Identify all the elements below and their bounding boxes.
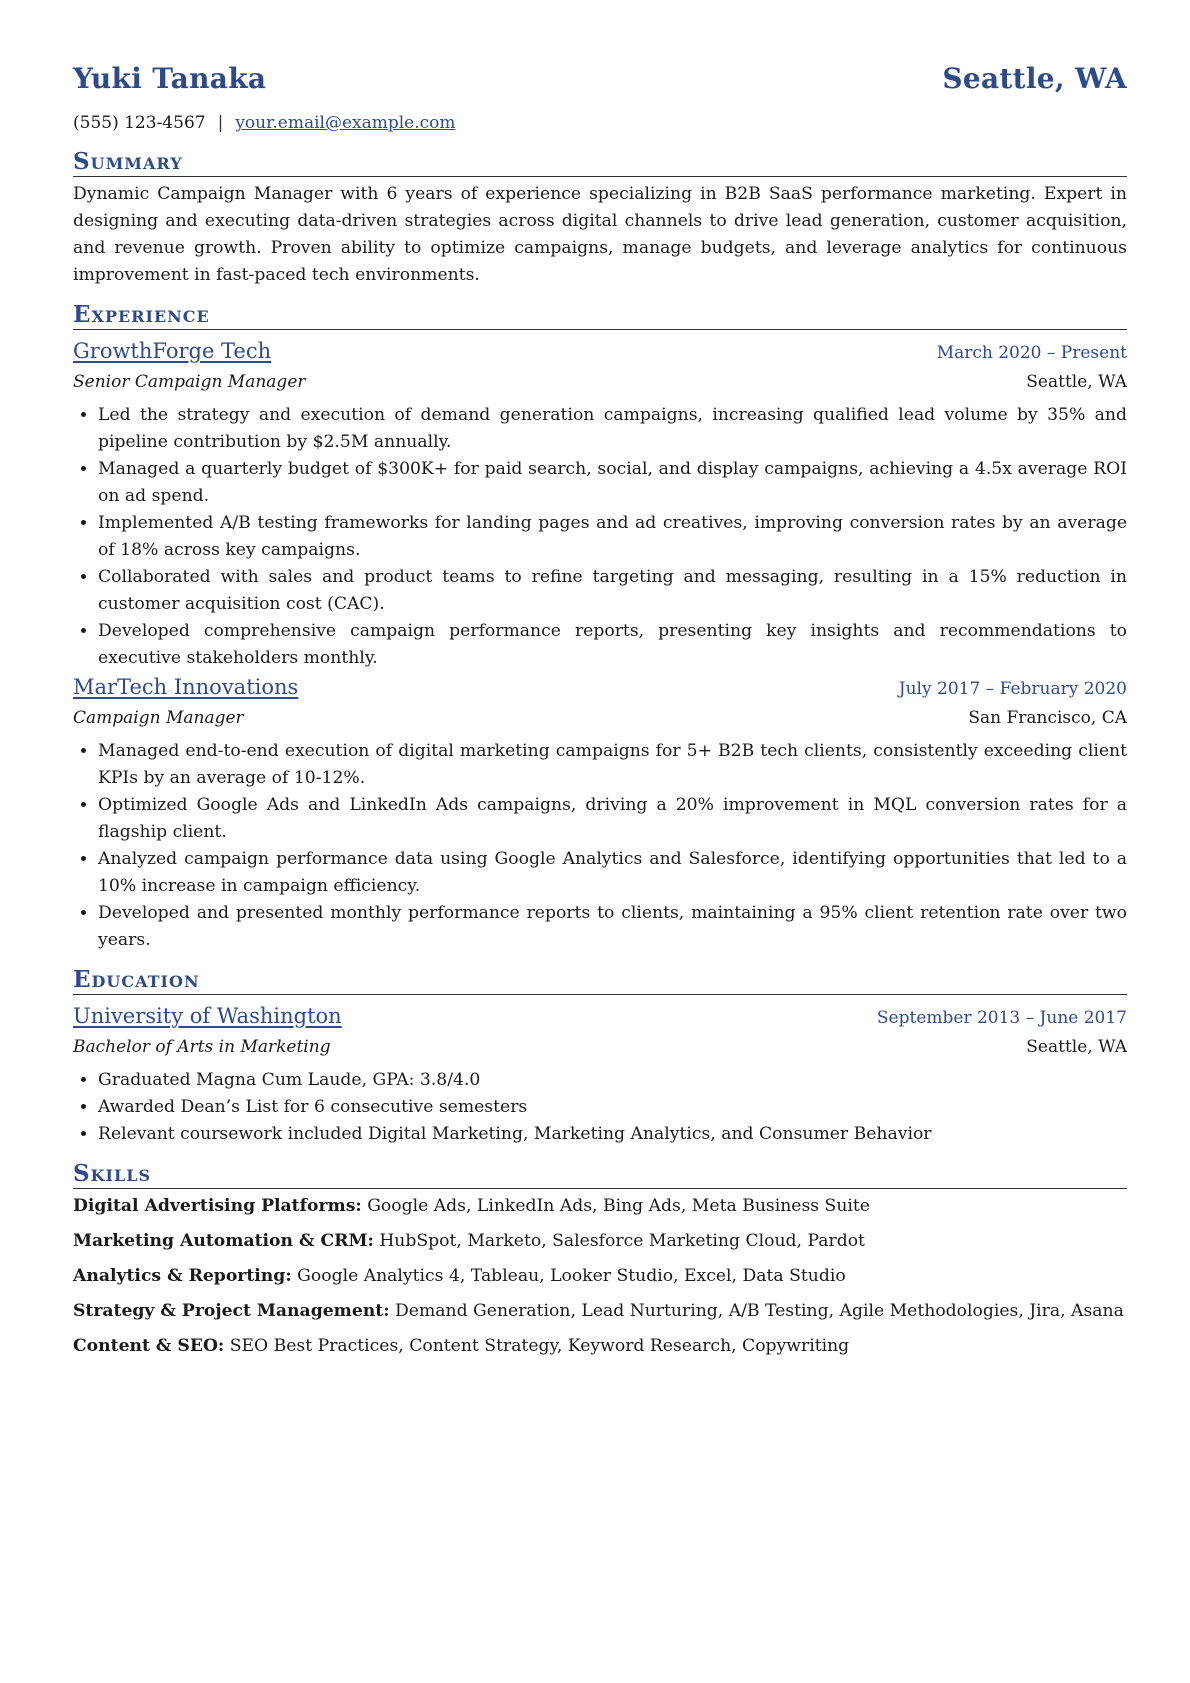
list-item: • Graduated Magna Cum Laude, GPA: 3.8/4.0	[98, 1067, 1127, 1094]
list-item: • Developed comprehensive campaign performance reports, presenting key insights and recommendations to executive stakeholders monthly.	[98, 618, 1127, 672]
bullet-list	[73, 402, 1127, 672]
skill-line	[73, 1228, 1127, 1255]
resume-header	[73, 62, 1127, 102]
school-location: Seattle, WA	[1026, 1037, 1127, 1057]
phone-number: (555) 123-4567	[73, 113, 206, 133]
list-item: • Led the strategy and execution of demand generation campaigns, increasing qualified lead volume by 35% and pipeline contribution by $2.5M annually.	[98, 402, 1127, 456]
skill-values: HubSpot, Marketo, Salesforce Marketing Cloud, Pardot	[379, 1231, 865, 1251]
resume-page	[73, 62, 1127, 1368]
skill-category: Digital Advertising Platforms:	[73, 1196, 362, 1216]
skill-line	[73, 1263, 1127, 1290]
skill-values: Google Analytics 4, Tableau, Looker Studio, Excel, Data Studio	[297, 1266, 846, 1286]
list-item: • Awarded Dean’s List for 6 consecutive semesters	[98, 1094, 1127, 1121]
skill-values: Google Ads, LinkedIn Ads, Bing Ads, Meta Business Suite	[367, 1196, 870, 1216]
skill-category: Marketing Automation & CRM:	[73, 1231, 374, 1251]
skill-category: Analytics & Reporting:	[73, 1266, 292, 1286]
list-item: • Implemented A/B testing frameworks for landing pages and ad creatives, improving conversion rates by an average of 18% across key campaigns.	[98, 510, 1127, 564]
list-item: • Developed and presented monthly performance reports to clients, maintaining a 95% client retention rate over two years.	[98, 900, 1127, 954]
employer-name[interactable]: MarTech Innovations	[73, 675, 299, 699]
skill-values: SEO Best Practices, Content Strategy, Keyword Research, Copywriting	[229, 1336, 850, 1356]
list-item: • Managed a quarterly budget of $300K+ for paid search, social, and display campaigns, achieving a 4.5x average ROI on ad spend.	[98, 456, 1127, 510]
section-title-skills: Skills	[73, 1160, 1127, 1189]
summary-text: Dynamic Campaign Manager with 6 years of experience specializing in B2B SaaS performance marketing. Expert in designing and executing data-driven strategies across digital channels to drive lead generation, customer acquisition, and revenue growth. Proven ability to optimize campaigns, manage budgets, and leverage analytics for continuous improvement in fast-paced tech environments.	[73, 184, 1127, 285]
skill-line	[73, 1298, 1127, 1325]
degree-title: Bachelor of Arts in Marketing	[73, 1037, 331, 1057]
skills-list	[73, 1193, 1127, 1360]
list-item: • Relevant coursework included Digital Marketing, Marketing Analytics, and Consumer Behavior	[98, 1121, 1127, 1148]
section-title-education: Education	[73, 966, 1127, 995]
job-title: Senior Campaign Manager	[73, 372, 306, 392]
candidate-location: Seattle, WA	[942, 62, 1127, 95]
list-item: • Managed end-to-end execution of digital marketing campaigns for 5+ B2B tech clients, consistently exceeding client KPIs by an average of 10-12%.	[98, 738, 1127, 792]
bullet-list	[73, 738, 1127, 954]
skill-category: Strategy & Project Management:	[73, 1301, 390, 1321]
employment-dates: March 2020 – Present	[936, 343, 1127, 363]
school-name[interactable]: University of Washington	[73, 1004, 342, 1028]
section-title-summary: Summary	[73, 148, 1127, 177]
list-item: • Collaborated with sales and product teams to refine targeting and messaging, resulting in a 15% reduction in customer acquisition cost (CAC).	[98, 564, 1127, 618]
employment-dates: July 2017 – February 2020	[898, 679, 1127, 699]
job-title: Campaign Manager	[73, 708, 244, 728]
email-link[interactable]: your.email@example.com	[235, 113, 456, 133]
contact-separator: |	[217, 113, 224, 133]
experience-entry	[73, 672, 1127, 954]
skill-category: Content & SEO:	[73, 1336, 225, 1356]
section-title-experience: Experience	[73, 301, 1127, 330]
experience-entry	[73, 336, 1127, 672]
list-item: • Analyzed campaign performance data using Google Analytics and Salesforce, identifying opportunities that led to a 10% increase in campaign efficiency.	[98, 846, 1127, 900]
skill-line	[73, 1333, 1127, 1360]
education-dates: September 2013 – June 2017	[876, 1008, 1127, 1028]
skill-line	[73, 1193, 1127, 1220]
contact-line	[73, 110, 1127, 136]
list-item: • Optimized Google Ads and LinkedIn Ads campaigns, driving a 20% improvement in MQL conversion rates for a flagship client.	[98, 792, 1127, 846]
candidate-name: Yuki Tanaka	[73, 62, 267, 95]
job-location: San Francisco, CA	[968, 708, 1127, 728]
skill-values: Demand Generation, Lead Nurturing, A/B Testing, Agile Methodologies, Jira, Asana	[395, 1301, 1124, 1321]
education-entry	[73, 1001, 1127, 1148]
bullet-list	[73, 1067, 1127, 1148]
job-location: Seattle, WA	[1026, 372, 1127, 392]
employer-name[interactable]: GrowthForge Tech	[73, 339, 272, 363]
